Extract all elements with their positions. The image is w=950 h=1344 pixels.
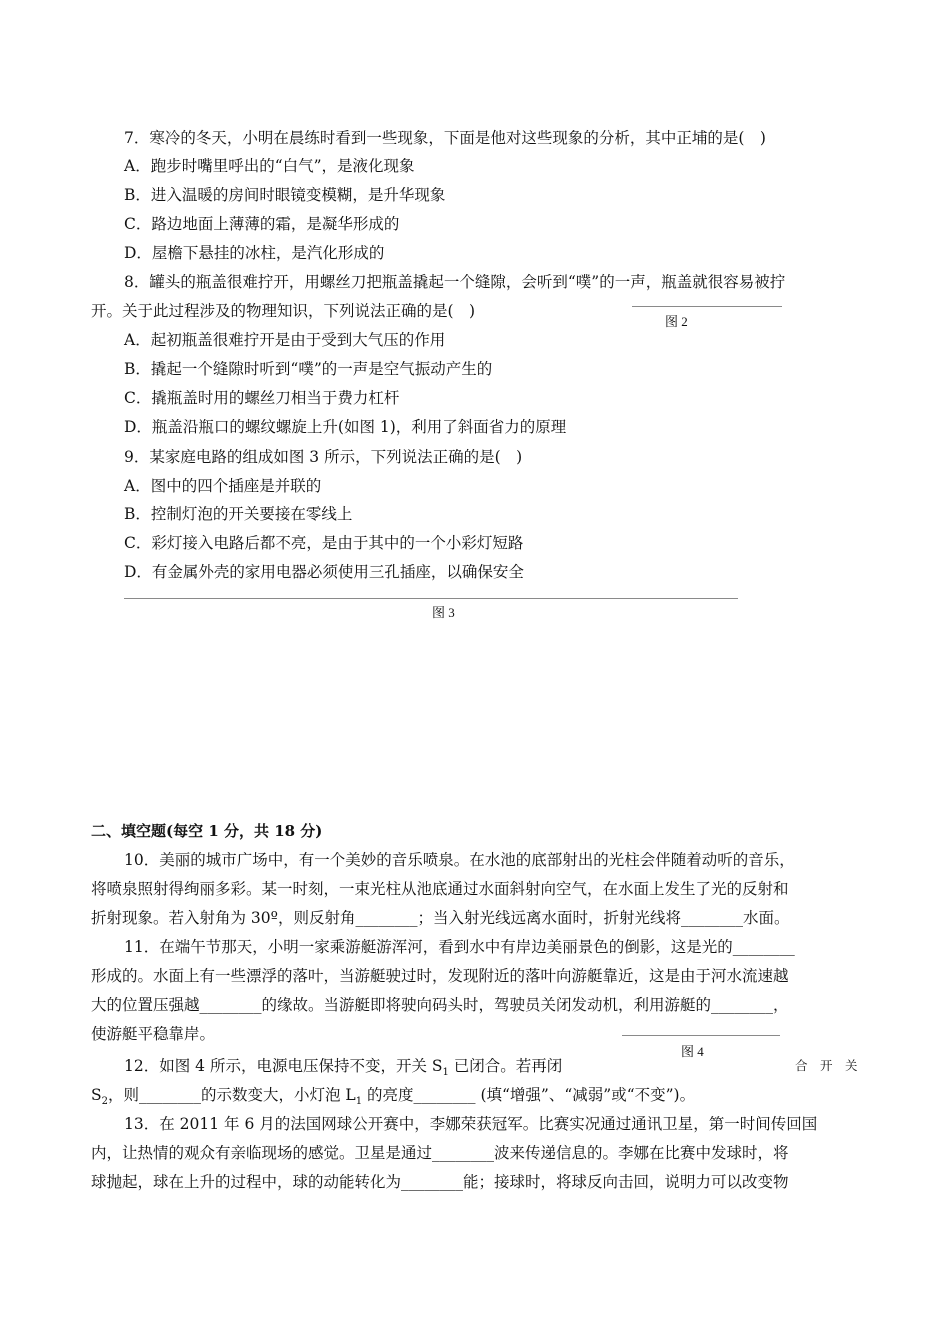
- q12-line2-text-b: ，则________的示数变大，小灯泡 L: [108, 1086, 356, 1104]
- figure2-caption: 图 2: [665, 314, 688, 329]
- q11-line2: 形成的。水面上有一些漂浮的落叶，当游艇驶过时，发现附近的落叶向游艇靠近，这是由于河水流速越: [91, 967, 789, 985]
- q8-option-a: A．起初瓶盖很难拧开是由于受到大气压的作用: [124, 331, 446, 349]
- q11-line1: 11．在端午节那天，小明一家乘游艇游浑河，看到水中有岸边美丽景色的倒影，这是光的________: [124, 938, 795, 956]
- q9-option-d: D．有金属外壳的家用电器必须使用三孔插座，以确保安全: [124, 563, 524, 581]
- q11-line4: 使游艇平稳靠岸。: [91, 1025, 216, 1043]
- q8-option-b: B．撬起一个缝隙时听到“噗”的一声是空气振动产生的: [124, 360, 493, 378]
- q12-line2: [91, 1084, 695, 1113]
- q13-line2: 内，让热情的观众有亲临现场的感觉。卫星是通过________波来传递信息的。李娜在比赛中发球时，将: [91, 1144, 789, 1162]
- figure4-placeholder-line: [622, 1035, 780, 1036]
- section2-heading: 二、填空题(每空 1 分，共 18 分): [91, 822, 323, 840]
- q7-stem: 7．寒冷的冬天，小明在晨练时看到一些现象，下面是他对这些现象的分析，其中正埔的是( ): [124, 129, 766, 147]
- q12-line2-text-c: 的亮度________ (填“增强”、“减弱”或“不变”)。: [362, 1086, 696, 1104]
- q12-subscript-l1: 1: [355, 1096, 363, 1108]
- q9-option-a: A．图中的四个插座是并联的: [124, 477, 322, 495]
- q12-subscript-s1: 1: [442, 1067, 449, 1079]
- q9-option-b: B．控制灯泡的开关要接在零线上: [124, 505, 353, 523]
- q8-stem-line1: 8．罐头的瓶盖很难拧开，用螺丝刀把瓶盖撬起一个缝隙，会听到“噗”的一声，瓶盖就很容易被拧: [124, 273, 786, 291]
- figure2-placeholder-line: [632, 306, 782, 307]
- q7-option-c: C．路边地面上薄薄的霜，是凝华形成的: [124, 215, 400, 233]
- q7-option-b: B．进入温暖的房间时眼镜变模糊，是升华现象: [124, 186, 446, 204]
- q8-option-d: D．瓶盖沿瓶口的螺纹螺旋上升(如图 1)，利用了斜面省力的原理: [124, 418, 567, 436]
- q7-option-a: A．跑步时嘴里呼出的“白气”，是液化现象: [124, 157, 415, 175]
- q8-option-c: C．撬瓶盖时用的螺丝刀相当于费力杠杆: [124, 389, 400, 407]
- figure3-placeholder-line: [124, 598, 738, 599]
- q13-line1: 13．在 2011 年 6 月的法国网球公开赛中，李娜荣获冠军。比赛实况通过通讯卫星，第一时间传回国: [124, 1115, 818, 1133]
- q12-line1-text-b: 已闭合。若再闭: [448, 1057, 563, 1075]
- q12-subscript-s2: 2: [101, 1096, 108, 1108]
- q9-stem: 9．某家庭电路的组成如图 3 所示，下列说法正确的是( ): [124, 448, 523, 466]
- q10-line2: 将喷泉照射得绚丽多彩。某一时刻，一束光柱从池底通过水面斜射向空气，在水面上发生了光的反射和: [91, 880, 789, 898]
- q12-line2-text-a: S: [91, 1086, 102, 1104]
- figure3-caption: 图 3: [432, 605, 455, 620]
- q13-line3: 球抛起，球在上升的过程中，球的动能转化为________能；接球时，将球反向击回，说明力可以改变物: [91, 1173, 789, 1191]
- q8-stem-line2: 开。关于此过程涉及的物理知识，下列说法正确的是( ): [91, 302, 476, 320]
- q11-line3: 大的位置压强越________的缘故。当游艇即将驶向码头时，驾驶员关闭发动机，利用游艇的________，: [91, 996, 789, 1014]
- q10-line3: 折射现象。若入射角为 30º，则反射角________；当入射光线远离水面时，折射光线将________水面。: [91, 909, 790, 927]
- q10-line1: 10．美丽的城市广场中，有一个美妙的音乐喷泉。在水池的底部射出的光柱会伴随着动听的音乐，: [124, 851, 795, 869]
- q12-line1-text-a: 12．如图 4 所示，电源电压保持不变，开关 S: [124, 1057, 443, 1075]
- q7-option-d: D．屋檐下悬挂的冰柱，是汽化形成的: [124, 244, 385, 262]
- q12-line1: [124, 1055, 562, 1084]
- figure4-caption: 图 4: [681, 1044, 704, 1059]
- q9-option-c: C．彩灯接入电路后都不亮，是由于其中的一个小彩灯短路: [124, 534, 524, 552]
- q12-line1-right: 合 开 关: [795, 1058, 858, 1073]
